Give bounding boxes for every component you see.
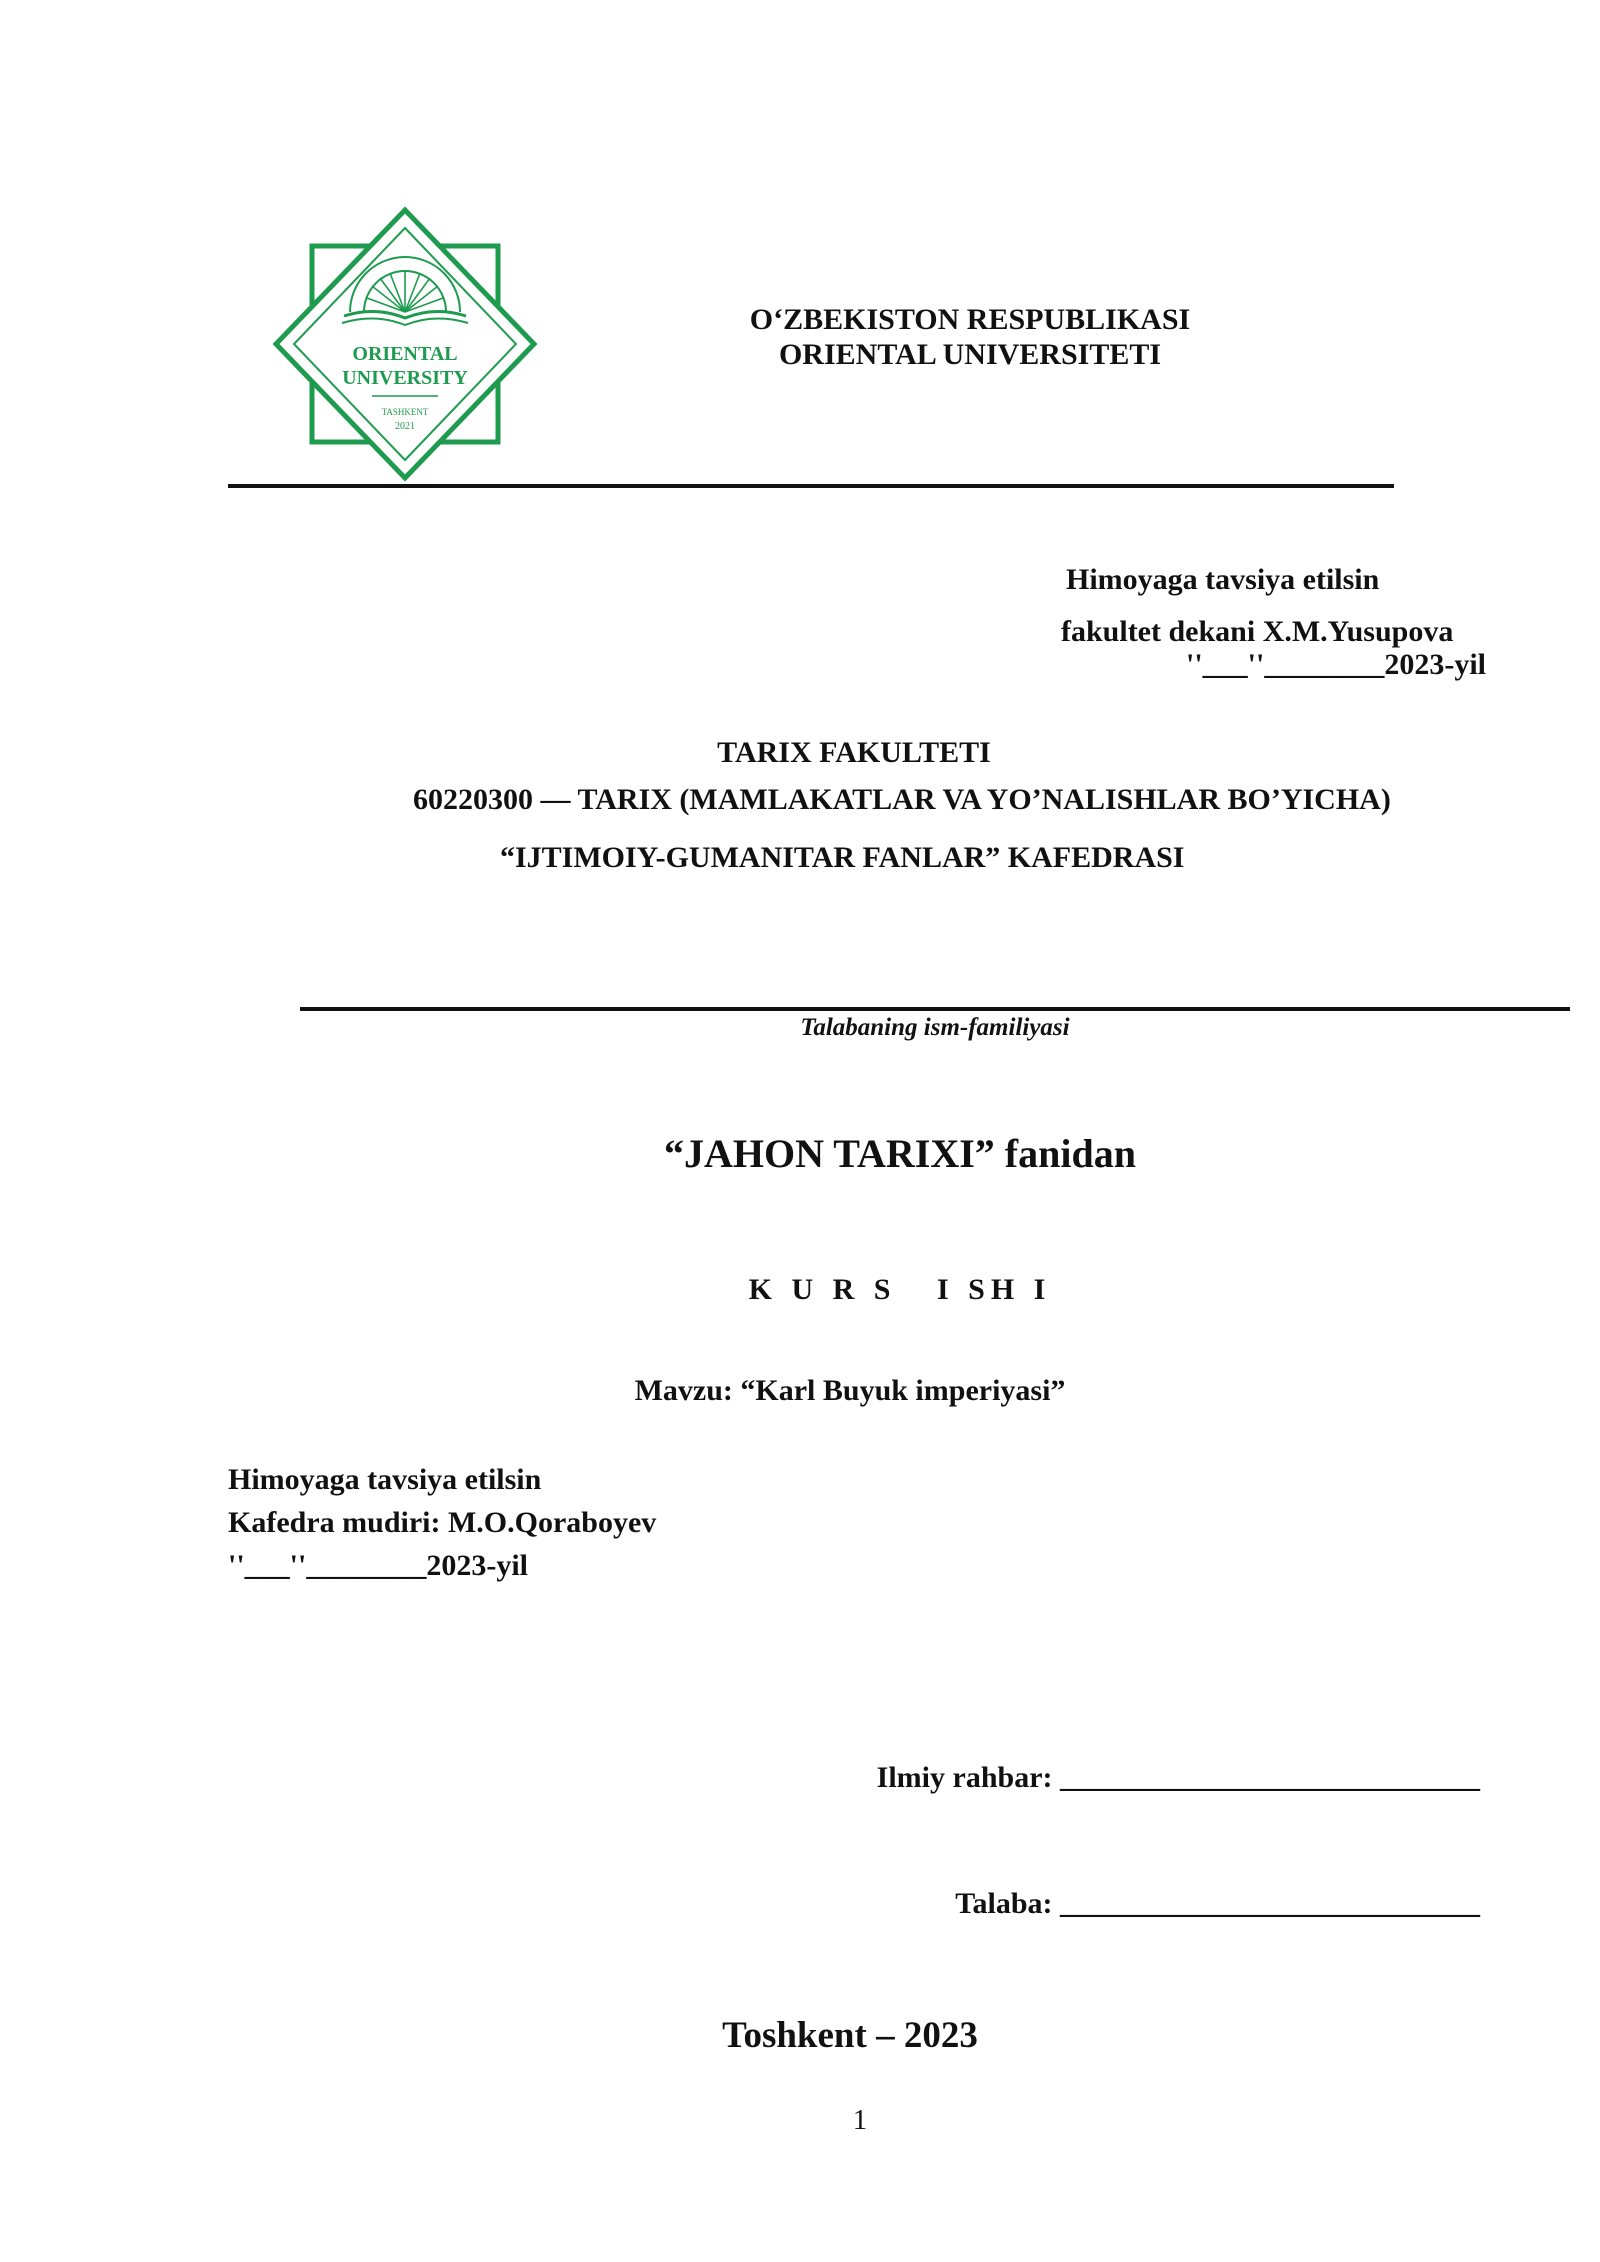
dean-approval-label: Himoyaga tavsiya etilsin [1066, 563, 1380, 596]
chair-approval-block [228, 1458, 928, 1587]
city-year: Toshkent – 2023 [722, 2015, 978, 2056]
oriental-university-logo [272, 206, 538, 482]
supervisor-signature: Ilmiy rahbar: ____________________________ [876, 1761, 1480, 1794]
svg-text:UNIVERSITY: UNIVERSITY [342, 367, 468, 389]
chair-date: ''___''________2023-yil [228, 1549, 528, 1582]
dean-approval-block [1010, 553, 1490, 659]
svg-text:TASHKENT: TASHKENT [381, 407, 429, 417]
student-signature: Talaba: ____________________________ [955, 1887, 1480, 1920]
subject-title: “JAHON TARIXI” fanidan [664, 1131, 1136, 1176]
topic-line: Mavzu: “Karl Buyuk imperiyasi” [634, 1374, 1066, 1407]
header-divider [228, 484, 1394, 488]
program-name: 60220300 — TARIX (MAMLAKATLAR VA YO’NALISHLAR BO’YICHA) [413, 783, 1391, 816]
student-name-caption: Talabaning ism-familiyasi [800, 1014, 1070, 1041]
faculty-name: TARIX FAKULTETI [717, 736, 991, 769]
department-name: “IJTIMOIY-GUMANITAR FANLAR” KAFEDRASI [500, 841, 1185, 874]
republic-name: O‘ZBEKISTON RESPUBLIKASI [749, 303, 1191, 336]
svg-text:2021: 2021 [395, 421, 415, 432]
page-number: 1 [852, 2104, 868, 2136]
dean-name: fakultet dekani X.M.Yusupova [1061, 615, 1454, 648]
work-type-title: K U R S I SH I [748, 1273, 1052, 1306]
university-heading [690, 302, 1250, 372]
svg-text:ORIENTAL: ORIENTAL [352, 343, 458, 365]
signature-block [760, 1673, 1480, 1967]
chair-approval-label: Himoyaga tavsiya etilsin [228, 1463, 542, 1496]
student-name-line [300, 1007, 1570, 1011]
dean-date: ''___''________2023-yil [1186, 648, 1486, 681]
university-name: ORIENTAL UNIVERSITETI [778, 338, 1162, 371]
chair-name: Kafedra mudiri: M.O.Qoraboyev [228, 1506, 657, 1539]
